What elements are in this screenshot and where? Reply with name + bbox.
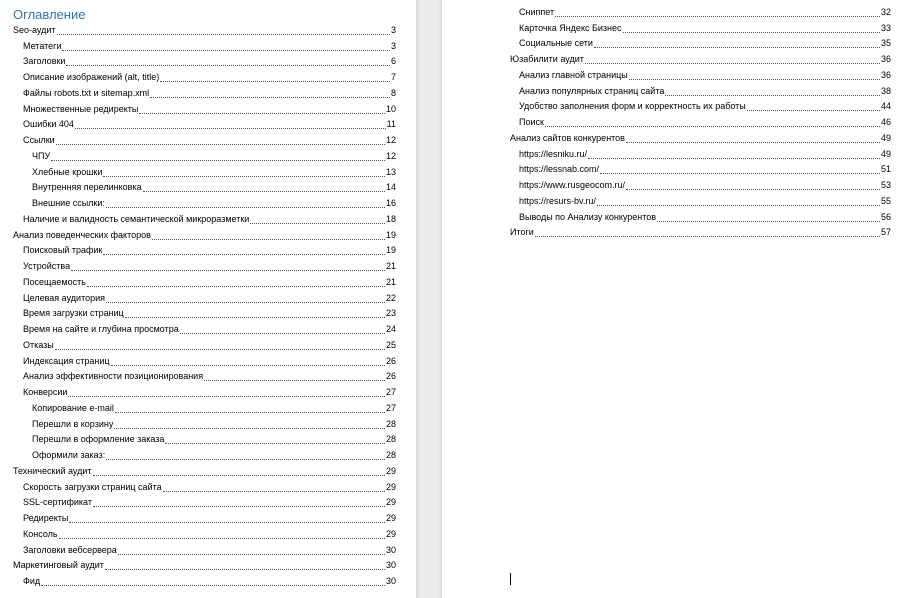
- toc-entry[interactable]: [32, 164, 396, 180]
- toc-dot-leader: [125, 317, 385, 318]
- toc-dot-leader: [56, 144, 385, 145]
- toc-entry-title: SSL-сертификат: [23, 497, 92, 508]
- toc-entry-page-number: 29: [385, 481, 396, 492]
- toc-entry[interactable]: [13, 22, 396, 38]
- toc-entry[interactable]: [23, 337, 396, 353]
- toc-entry[interactable]: [23, 117, 396, 133]
- toc-entry-title: Время загрузки страниц: [23, 308, 124, 319]
- toc-entry[interactable]: [23, 369, 396, 385]
- toc-dot-leader: [204, 380, 385, 381]
- toc-entry-page-number: 36: [880, 54, 891, 64]
- toc-entry[interactable]: [23, 132, 396, 148]
- toc-entry-title: Время на сайте и глубина просмотра: [23, 324, 179, 334]
- toc-entry-page-number: 13: [385, 166, 396, 177]
- toc-dot-leader: [69, 522, 385, 523]
- toc-entry-title: Перешли в оформление заказа: [32, 434, 165, 445]
- toc-entry-page-number: 49: [880, 148, 891, 159]
- toc-entry-page-number: 44: [880, 101, 891, 112]
- toc-entry-title: Перешли в корзину: [32, 418, 114, 429]
- toc-entry[interactable]: [23, 211, 396, 227]
- toc-entry-title: Ошибки 404: [23, 119, 74, 130]
- toc-entry-title: Технический аудит: [13, 465, 92, 476]
- toc-dot-leader: [657, 221, 880, 222]
- toc-dot-leader: [75, 128, 386, 129]
- toc-entry[interactable]: [23, 274, 396, 290]
- toc-entry[interactable]: [519, 4, 891, 20]
- toc-entry[interactable]: [23, 54, 396, 70]
- toc-dot-leader: [150, 97, 390, 98]
- toc-entry-page-number: 23: [385, 308, 396, 319]
- toc-entry[interactable]: [32, 416, 396, 432]
- toc-entry[interactable]: [519, 162, 891, 178]
- toc-dot-leader: [103, 176, 385, 177]
- toc-entry-page-number: 30: [385, 576, 396, 586]
- toc-dot-leader: [111, 365, 385, 366]
- toc-entry-page-number: 29: [385, 465, 396, 476]
- toc-entry[interactable]: [519, 20, 891, 36]
- toc-entry-title: Наличие и валидность семантической микроразметки: [23, 213, 250, 224]
- toc-entry-page-number: 30: [385, 560, 396, 571]
- toc-entry[interactable]: [519, 209, 891, 225]
- toc-entry-title: Хлебные крошки: [32, 166, 103, 177]
- toc-entry-title: Итоги: [510, 227, 534, 238]
- toc-entry-page-number: 7: [390, 72, 396, 82]
- toc-entry[interactable]: [32, 180, 396, 196]
- toc-entry-page-number: 18: [385, 213, 396, 224]
- toc-entry[interactable]: [23, 85, 396, 101]
- toc-entry-page-number: 36: [880, 69, 891, 80]
- toc-entry-title: Консоль: [23, 528, 58, 539]
- toc-dot-leader: [535, 236, 880, 237]
- toc-dot-leader: [600, 173, 880, 174]
- toc-dot-leader: [585, 63, 880, 64]
- toc-dot-leader: [115, 412, 385, 413]
- toc-entry[interactable]: [510, 130, 891, 146]
- toc-entry[interactable]: [23, 526, 396, 542]
- toc-entry-title: Оформили заказ:: [32, 450, 106, 460]
- toc-entry-page-number: 21: [385, 276, 396, 287]
- toc-entry[interactable]: [13, 227, 396, 243]
- toc-entry[interactable]: [23, 101, 396, 117]
- toc-entry[interactable]: [32, 432, 396, 448]
- toc-entry-page-number: 19: [385, 229, 396, 240]
- toc-entry-page-number: 16: [385, 198, 396, 208]
- toc-entry-title: Ссылки: [23, 135, 55, 145]
- toc-entry[interactable]: [510, 225, 891, 241]
- toc-entry-title: Юзабилити аудит: [510, 54, 584, 64]
- toc-dot-leader: [555, 16, 880, 17]
- toc-entry-page-number: 21: [385, 261, 396, 271]
- toc-entry-page-number: 14: [385, 182, 396, 193]
- toc-entry-page-number: 28: [385, 418, 396, 429]
- toc-entry-title: Метатеги: [23, 40, 62, 51]
- toc-entry-page-number: 55: [880, 195, 891, 206]
- toc-entry-title: Социальные сети: [519, 38, 593, 49]
- toc-entry-title: Карточка Яндекс Бизнес: [519, 22, 622, 33]
- toc-dot-leader: [106, 302, 385, 303]
- toc-entry-page-number: 46: [880, 117, 891, 127]
- toc-entry[interactable]: [23, 290, 396, 306]
- toc-entry-title: Отказы: [23, 339, 54, 350]
- toc-entry-page-number: 12: [385, 135, 396, 145]
- toc-entry-page-number: 27: [385, 387, 396, 397]
- toc-entry-title: Анализ эффективности позиционирования: [23, 371, 204, 382]
- toc-dot-leader: [51, 160, 385, 161]
- document-page-left[interactable]: [0, 0, 416, 598]
- toc-dot-leader: [626, 142, 880, 143]
- toc-entry[interactable]: [23, 321, 396, 337]
- toc-dot-leader: [629, 79, 880, 80]
- toc-dot-leader: [71, 270, 385, 271]
- toc-entry-title: Анализ главной страницы: [519, 69, 628, 80]
- toc-dot-leader: [747, 110, 880, 111]
- toc-entry[interactable]: [23, 495, 396, 511]
- toc-entry[interactable]: [23, 69, 396, 85]
- toc-entry-title: Посещаемость: [23, 276, 86, 287]
- toc-entry-page-number: 57: [880, 227, 891, 238]
- toc-entry-page-number: 26: [385, 371, 396, 382]
- toc-dot-leader: [626, 189, 880, 190]
- toc-entry[interactable]: [23, 258, 396, 274]
- toc-entry[interactable]: [23, 353, 396, 369]
- toc-entry-title: Редиректы: [23, 513, 69, 523]
- toc-entry-title: https://lesniku.ru/: [519, 148, 588, 159]
- toc-entry-page-number: 11: [386, 119, 396, 130]
- toc-dot-leader: [106, 207, 385, 208]
- toc-entry-title: Конверсии: [23, 387, 68, 397]
- toc-dot-leader: [545, 126, 880, 127]
- toc-entry-title: Анализ поведенческих факторов: [13, 229, 151, 240]
- toc-entry-page-number: 33: [880, 22, 891, 33]
- toc-entry-page-number: 29: [385, 528, 396, 539]
- toc-dot-leader: [87, 286, 385, 287]
- toc-entry-title: ЧПУ: [32, 150, 51, 161]
- toc-entry-title: Множественные редиректы: [23, 103, 139, 114]
- page-gap: [416, 0, 442, 598]
- toc-entry-title: Устройства: [23, 261, 71, 271]
- toc-dot-leader: [139, 113, 385, 114]
- toc-dot-leader: [106, 459, 385, 460]
- toc-entry-title: Анализ популярных страниц сайта: [519, 85, 665, 96]
- toc-entry[interactable]: [519, 177, 891, 193]
- toc-entry-page-number: 3: [390, 24, 396, 35]
- toc-entry-page-number: 30: [385, 544, 396, 555]
- toc-entry-title: Фид: [23, 576, 41, 586]
- toc-dot-leader: [180, 333, 385, 334]
- toc-entry[interactable]: [32, 447, 396, 463]
- toc-entry-title: Описание изображений (alt, title): [23, 72, 160, 82]
- toc-entry-title: Заголовки вебсервера: [23, 544, 117, 555]
- toc-entry-page-number: 28: [385, 450, 396, 460]
- toc-dot-leader: [41, 585, 385, 586]
- toc-entry-page-number: 49: [880, 132, 891, 143]
- toc-dot-leader: [163, 491, 385, 492]
- toc-entry-page-number: 22: [385, 292, 396, 303]
- toc-entry-page-number: 3: [390, 40, 396, 51]
- toc-dot-leader: [55, 349, 385, 350]
- toc-heading: Оглавление: [13, 7, 86, 22]
- toc-dot-leader: [152, 239, 385, 240]
- toc-entry-page-number: 56: [880, 211, 891, 222]
- toc-dot-leader: [594, 47, 880, 48]
- toc-entry-title: Внутренняя перелинковка: [32, 182, 142, 193]
- toc-entry[interactable]: [519, 36, 891, 52]
- toc-dot-leader: [93, 506, 385, 507]
- toc-entry-page-number: 25: [385, 339, 396, 350]
- toc-dot-leader: [143, 191, 385, 192]
- toc-entry-page-number: 29: [385, 513, 396, 523]
- toc-entry[interactable]: [519, 67, 891, 83]
- toc-entry-title: https://www.rusgeocom.ru/: [519, 180, 626, 190]
- toc-entry[interactable]: [32, 148, 396, 164]
- toc-entry-title: https://lessnab.com/: [519, 164, 600, 175]
- toc-entry-page-number: 6: [390, 56, 396, 67]
- toc-entry-page-number: 28: [385, 434, 396, 445]
- toc-dot-leader: [66, 65, 390, 66]
- toc-entry-page-number: 8: [390, 87, 396, 98]
- toc-dot-leader: [59, 538, 385, 539]
- toc-entry-title: Заголовки: [23, 56, 66, 67]
- toc-entry[interactable]: [519, 114, 891, 130]
- toc-entry-page-number: 51: [880, 164, 891, 175]
- toc-dot-leader: [623, 32, 880, 33]
- toc-entry-page-number: 19: [385, 245, 396, 256]
- toc-entry-title: https://resurs-bv.ru/: [519, 195, 596, 206]
- toc-entry[interactable]: [23, 243, 396, 259]
- toc-entry-title: Файлы robots.txt и sitemap.xml: [23, 87, 150, 98]
- toc-entry-title: Целевая аудитория: [23, 292, 105, 303]
- toc-dot-leader: [160, 81, 390, 82]
- toc-entry-page-number: 29: [385, 497, 396, 508]
- toc-entry-title: Скорость загрузки страниц сайта: [23, 481, 162, 492]
- toc-dot-leader: [250, 223, 385, 224]
- toc-dot-leader: [103, 254, 385, 255]
- toc-entry[interactable]: [23, 479, 396, 495]
- toc-entry-title: Маркетинговый аудит: [13, 560, 104, 571]
- toc-dot-leader: [105, 569, 385, 570]
- toc-entry-page-number: 38: [880, 85, 891, 96]
- toc-entry-title: Seo-аудит: [13, 24, 56, 35]
- toc-entry-title: Поиск: [519, 117, 544, 127]
- toc-entry-title: Индексация страниц: [23, 355, 110, 366]
- toc-entry-title: Поисковый трафик: [23, 245, 103, 256]
- toc-entry[interactable]: [13, 463, 396, 479]
- toc-dot-leader: [68, 396, 385, 397]
- toc-dot-leader: [597, 205, 880, 206]
- toc-entry[interactable]: [23, 306, 396, 322]
- toc-entry[interactable]: [23, 542, 396, 558]
- toc-entry-title: Удобство заполнения форм и корректность их работы: [519, 101, 746, 112]
- document-page-right[interactable]: [442, 0, 900, 598]
- toc-entry-page-number: 53: [880, 180, 891, 190]
- toc-dot-leader: [57, 34, 390, 35]
- toc-entry-page-number: 26: [385, 355, 396, 366]
- toc-entry-page-number: 10: [385, 103, 396, 114]
- toc-dot-leader: [165, 443, 385, 444]
- toc-entry[interactable]: [23, 510, 396, 526]
- toc-dot-leader: [118, 554, 385, 555]
- toc-entry[interactable]: [519, 99, 891, 115]
- toc-entry-page-number: 27: [385, 402, 396, 413]
- toc-entry[interactable]: [13, 558, 396, 574]
- toc-entry[interactable]: [23, 573, 396, 589]
- toc-entry[interactable]: [32, 195, 396, 211]
- toc-entry-page-number: 12: [385, 150, 396, 161]
- toc-entry-page-number: 24: [385, 324, 396, 334]
- toc-entry-title: Сниппет: [519, 6, 555, 17]
- toc-entry[interactable]: [519, 193, 891, 209]
- toc-entry-title: Анализ сайтов конкурентов: [510, 132, 625, 143]
- toc-dot-leader: [588, 158, 880, 159]
- toc-entry[interactable]: [519, 83, 891, 99]
- toc-entry[interactable]: [519, 146, 891, 162]
- toc-dot-leader: [93, 475, 385, 476]
- toc-entry[interactable]: [32, 400, 396, 416]
- toc-dot-leader: [62, 50, 390, 51]
- toc-dot-leader: [114, 428, 385, 429]
- toc-entry-page-number: 35: [880, 38, 891, 49]
- toc-entry[interactable]: [23, 384, 396, 400]
- toc-entry-page-number: 32: [880, 6, 891, 17]
- text-cursor: [510, 573, 511, 585]
- toc-entry[interactable]: [510, 51, 891, 67]
- toc-entry[interactable]: [23, 38, 396, 54]
- toc-entry-title: Внешние ссылки:: [32, 198, 105, 208]
- toc-entry-title: Копирование e-mail: [32, 402, 114, 413]
- toc-entry-title: Выводы по Анализу конкурентов: [519, 211, 657, 222]
- toc-dot-leader: [665, 95, 880, 96]
